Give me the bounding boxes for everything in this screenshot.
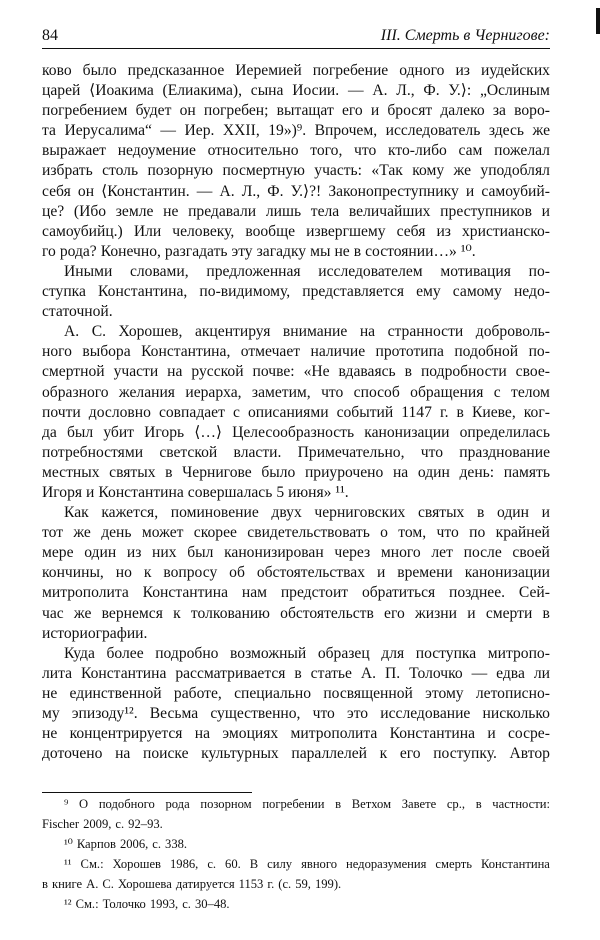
text-line: ного выбора Константина, отмечает наличие прототипа подобной по- (42, 343, 550, 361)
text-line: ступка Константина, по-видимому, представляется ему самому недо- (42, 283, 550, 301)
text-line: погребением будет он погребен; вытащат его и бросят далеко за воро- (42, 102, 550, 120)
text-line: мере один из них был канонизирован через много лет после своей (42, 544, 550, 562)
text-line: Как кажется, поминовение двух черниговских святых в один и (64, 504, 550, 522)
text-line: смертной участи на русской почве: «Не вдаваясь в подробности свое- (42, 363, 550, 381)
text-line: Иными словами, предложенная исследователем мотивация по- (64, 262, 550, 280)
text-line: себя он ⟨Константин. — А. Л., Ф. У.⟩?! Законопреступнику и самоубий- (42, 182, 550, 200)
footnote-divider (42, 792, 252, 793)
text-line: тот же день может скорее свидетельствовать о том, что по крайней (42, 524, 550, 542)
running-title: III. Смерть в Чернигове: (380, 27, 550, 44)
text-line: местных святых в Чернигове было приурочено на один день: память (42, 463, 550, 481)
text-line: кончины, но к вопросу об обстоятельствах и времени канонизации (42, 564, 550, 582)
footnote-line: ¹¹ См.: Хорошев 1986, с. 60. В силу явного недоразумения смерть Константина (64, 857, 550, 872)
text-line: Игоря и Константина совершалась 5 июня» ¹¹. (42, 483, 349, 501)
footnote-line: ¹² См.: Толочко 1993, с. 30–48. (64, 897, 230, 912)
text-line: самоубийц.) Или человеку, вообще извергшему себя из христианско- (42, 222, 550, 240)
text-line: царей ⟨Иоакима (Елиакима), сына Иосии. — А. Л., Ф. У.⟩: „Ослиным (42, 82, 550, 100)
text-line: образного желания иерарха, заметим, что способ обращения с телом (42, 383, 550, 401)
text-line: ково было предсказанное Иеремией погребение одного из иудейских (42, 62, 550, 79)
page-number: 84 (42, 27, 58, 44)
text-line: выражает недоумение относительно того, что кто-либо сам пожелал (42, 142, 550, 160)
text-line: му эпизоду¹². Весьма существенно, что это исследование нисколько (42, 705, 550, 722)
footnote-line: ⁹ О подобного рода позорном погребении в Ветхом Завете ср., в частности: (64, 797, 550, 811)
footnote-line: Fischer 2009, с. 92–93. (42, 817, 163, 832)
text-line: не концентрируется на эмоциях митрополита Константина и сосре- (42, 725, 550, 743)
page-header (42, 24, 550, 49)
text-line: час же вернемся к толкованию обстоятельств его жизни и смерти в (42, 604, 550, 622)
text-line: це? (Ибо земле не предавали лишь тела величайших преступников и (42, 202, 550, 220)
text-line: да был убит Игорь ⟨…⟩ Целесообразность канонизации определилась (42, 423, 550, 441)
text-line: митрополита Константина нам предстоит обратиться позднее. Сей- (42, 584, 550, 602)
footnote-line: ¹⁰ Карпов 2006, с. 338. (64, 837, 188, 852)
text-line: А. С. Хорошев, акцентируя внимание на странности доброволь- (64, 323, 550, 341)
text-line: доточено на поиске культурных параллелей к его поступку. Автор (42, 745, 550, 763)
footnote-line: в книге А. С. Хорошева датируется 1153 г. (с. 59, 199). (42, 877, 342, 892)
text-line: не единственной работе, специально посвященной этому летописно- (42, 684, 550, 702)
text-line: почти дословно совпадает с описаниями событий 1147 г. в Киеве, ког- (42, 403, 550, 421)
body-text (42, 61, 550, 764)
text-line: избрать столь позорную посмертную участь: «Так кому же уподоблял (42, 162, 550, 180)
scan-edge-mark (596, 8, 600, 34)
text-line: Куда более подробно возможный образец для поступка митропо- (64, 644, 550, 662)
text-line: лита Константина рассматривается в статье А. П. Толочко — едва ли (42, 664, 550, 682)
text-line: статочной. (42, 303, 113, 321)
text-line: историографии. (42, 624, 148, 642)
footnotes (42, 796, 550, 917)
text-line: го рода? Конечно, разгадать эту загадку мы не в состоянии…» ¹⁰. (42, 242, 476, 260)
text-line: та Иерусалима“ — Иер. XXII, 19»)⁹. Впрочем, исследователь здесь же (42, 122, 550, 140)
text-line: потребностями светской власти. Примечательно, что празднование (42, 443, 550, 461)
